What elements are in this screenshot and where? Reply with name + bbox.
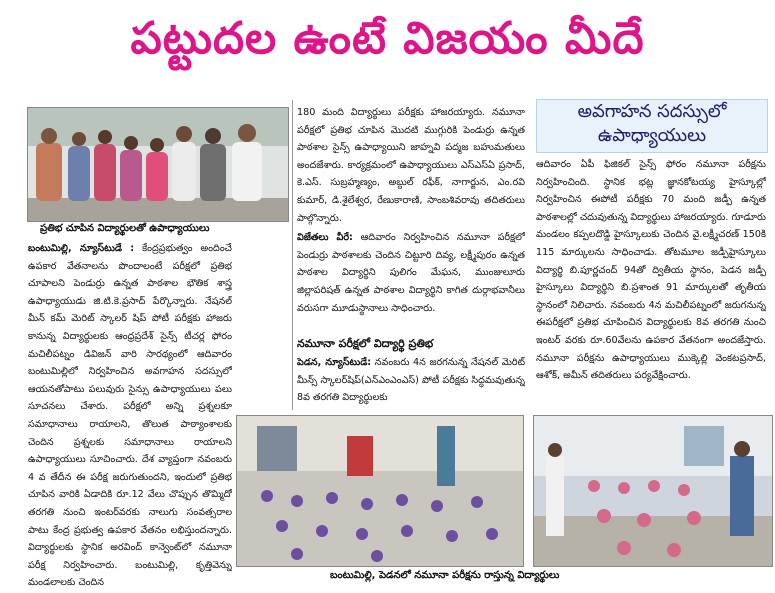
exam-hall-photo-2 (533, 415, 773, 567)
dateline: బంటుమిల్లి, న్యూస్‌టుడే : (28, 243, 135, 254)
column-1-text: కేంద్రప్రభుత్వం అందించే ఉపకార వేతనాలను పొందాలంటే పరీక్షలో ప్రతిభ చూపాలని పెండుర్రు ఉన్నత పాఠశాల భౌతిక శాస్త్ర ఉపాధ్యాయుడు జి.టి.కె.ప్రసాద్ పేర్కొన్నారు. నేషనల్ మీన్ కమ్ మెరిట్ స్కాలర్ షిప్ పోటీ పరీక్షకు హాజరు కానున్న విద్యార్థులకు ఆంధ్రప్రదేశ్ సైన్స్ టీచర్ల ఫోరం మచిలీపట్నం డివిజన్ వారి సారథ్యంలో ఆదివారం బంటుమిల్లిలో నిర్వహించిన అవగాహన సదస్సులో ఆయనతోపాటు పలువురు సైన్సు ఉపాధ్యాయులు పలు సూచనలు చేశారు. పరీక్షలో అన్ని ప్రశ్నలకూ సమాధానాలు రాయాలని, తొలుత పాఠ్యాంశాలకు చెందిన ప్రశ్నలకు సమాధానాలు రాయాలని ఉపాధ్యాయులు సూచించారు. దేశ వ్యాప్తంగా నవంబరు 4 వ తేదీన ఈ పరీక్ష జరుగుతుందని, ఇందులో ప్రతిభ చూపిన వారికి ఏడాదికి రూ.12 వేలు చొప్పున తొమ్మిదో తరగతి నుంచి ఇంటర్‌వరకు నాలుగు సంవత్సరాల పాటు కేంద్ర ప్రభుత్వ ఉపకార వేతనం లభిస్తుందన్నారు. విద్యార్థులకు స్థానిక అరవింద్ కాన్వెంట్‌లో నమూనా పరీక్ష నిర్వహించారు. బంటుమిల్లి, కృత్తివెన్ను మండలాలకు చెందిన (28, 243, 232, 589)
box-heading-line1: అవగాహన సదస్సులో (577, 101, 727, 122)
exam-hall-photo-1 (236, 415, 524, 567)
box-heading (536, 99, 768, 153)
column-rule (292, 100, 293, 410)
column-3-text: ఆదివారం ఏపీ ఫిజికల్ సైన్స్ ఫోరం నమూనా పరీక్షను నిర్వహించింది. స్థానిక భట్ల జ్ఞానకోటయ్య హైస్కూల్లో నిర్వహించిన ఈపోటీ పరీక్షకు 70 మంది జడ్పీ ఉన్నత పాఠశాలల్లో చదువుతున్న విద్యార్థులు హాజరయ్యారు. గూడూరు మండలం కప్పలదొడ్డి హైస్కూలుకు చెందిన వై.లక్ష్మీచరణ్ 150కి 115 మార్కులను సాధించాడు. తోటమూల జడ్పీహైస్కూలు విద్యార్థి బి.పూర్ణచంద్ 94తో ద్వితీయ స్థానం, పెడన జడ్పీ హైస్కూలు విద్యార్థిని బి.ప్రశాంత 91 మార్కులతో తృతీయ స్థానంలో నిలిచారు. నవంబరు 4న మచిలీపట్నంలో జరుగనున్న ఈపరీక్షలో ప్రతిభ చూపించిన విద్యార్థులకు 8వ తరగతి నుంచి ఇంటర్ వరకు రూ.60వేలను ఉపకార వేతనంగా అందజేస్తారు. నమూనా పరీక్షను ఉపాధ్యాయులు ముక్కెల్లి వెంకటప్రసాద్, ఆశోక్, అమీన్ తదితరులు పర్యవేక్షించారు. (536, 159, 766, 382)
group-photo (27, 107, 289, 222)
bottom-photo-caption: బంటుమిల్లి, పెడనలో నమూనా పరీక్షను రాస్తున్న విద్యార్థులు (330, 570, 560, 581)
headline: పట్టుదల ఉంటే విజయం మీదే (130, 13, 645, 64)
column-2-article (297, 104, 525, 334)
photo-caption: ప్రతిభ చూపిన విద్యార్థులతో ఉపాధ్యాయులు (40, 223, 210, 234)
column-1-article (28, 240, 232, 592)
pedana-dateline: పెడన, న్యూస్‌టుడే: (297, 357, 372, 368)
pedana-text: నవంబరు 4న జరగనున్న నేషనల్ మెరిట్ మీన్స్ స్కాలర్‌షిప్(ఎన్ఎంఎంఎస్) పోటీ పరీక్షకు సిద్ధమవుతున్న 8వ తరగతి విద్యార్థులకు (297, 357, 525, 404)
subheading-sample-test: నమూనా పరీక్షలో విద్యార్థి ప్రతిభ (297, 337, 434, 350)
pedana-article (297, 354, 525, 410)
winners-lead: విజేతలు వీరే: (297, 232, 353, 244)
box-heading-line2: ఉపాధ్యాయులు (597, 125, 707, 146)
column-3-article (536, 156, 766, 406)
column-2-text: 180 మంది విద్యార్థులు పరీక్షకు హాజరయ్యారు. నమూనా పరీక్షలో ప్రతిభ చూపిన మొదటి ముగ్గురికి పెండుర్రు ఉన్నత పాఠశాల సైన్స్ ఉపాధ్యాయిని జాహ్నవి పద్మజ బహుమతులు అందజేశారు. కార్యక్రమంలో ఉపాధ్యాయులు ఎస్ఎస్ఏ ప్రసాద్, కె.ఎస్. సుబ్రహ్మణ్యం, అబ్దుల్ రఫీక్, నాగార్జున, ఎం.రవి కుమార్, డి.శైలేశ్వర, రేణుకారాణి, సాంబశివరావు తదితరులు పాల్గొన్నారు. (297, 107, 525, 224)
winners-text: ఆదివారం నిర్వహించిన నమూనా పరీక్షలో పెండుర్రు పాఠశాలకు చెందిన చిట్టూరి దివ్య, లక్ష్మీపురం ఉన్నత పాఠశాల విద్యార్థిని పులిగం మేఘన, ముంజులూరు జిల్లాపరిషత్ ఉన్నత పాఠశాల విద్యార్థిని కాగిత దుర్గాభవానీలు వరుసగా మూడుస్థానాలు సాధించారు. (297, 232, 525, 314)
